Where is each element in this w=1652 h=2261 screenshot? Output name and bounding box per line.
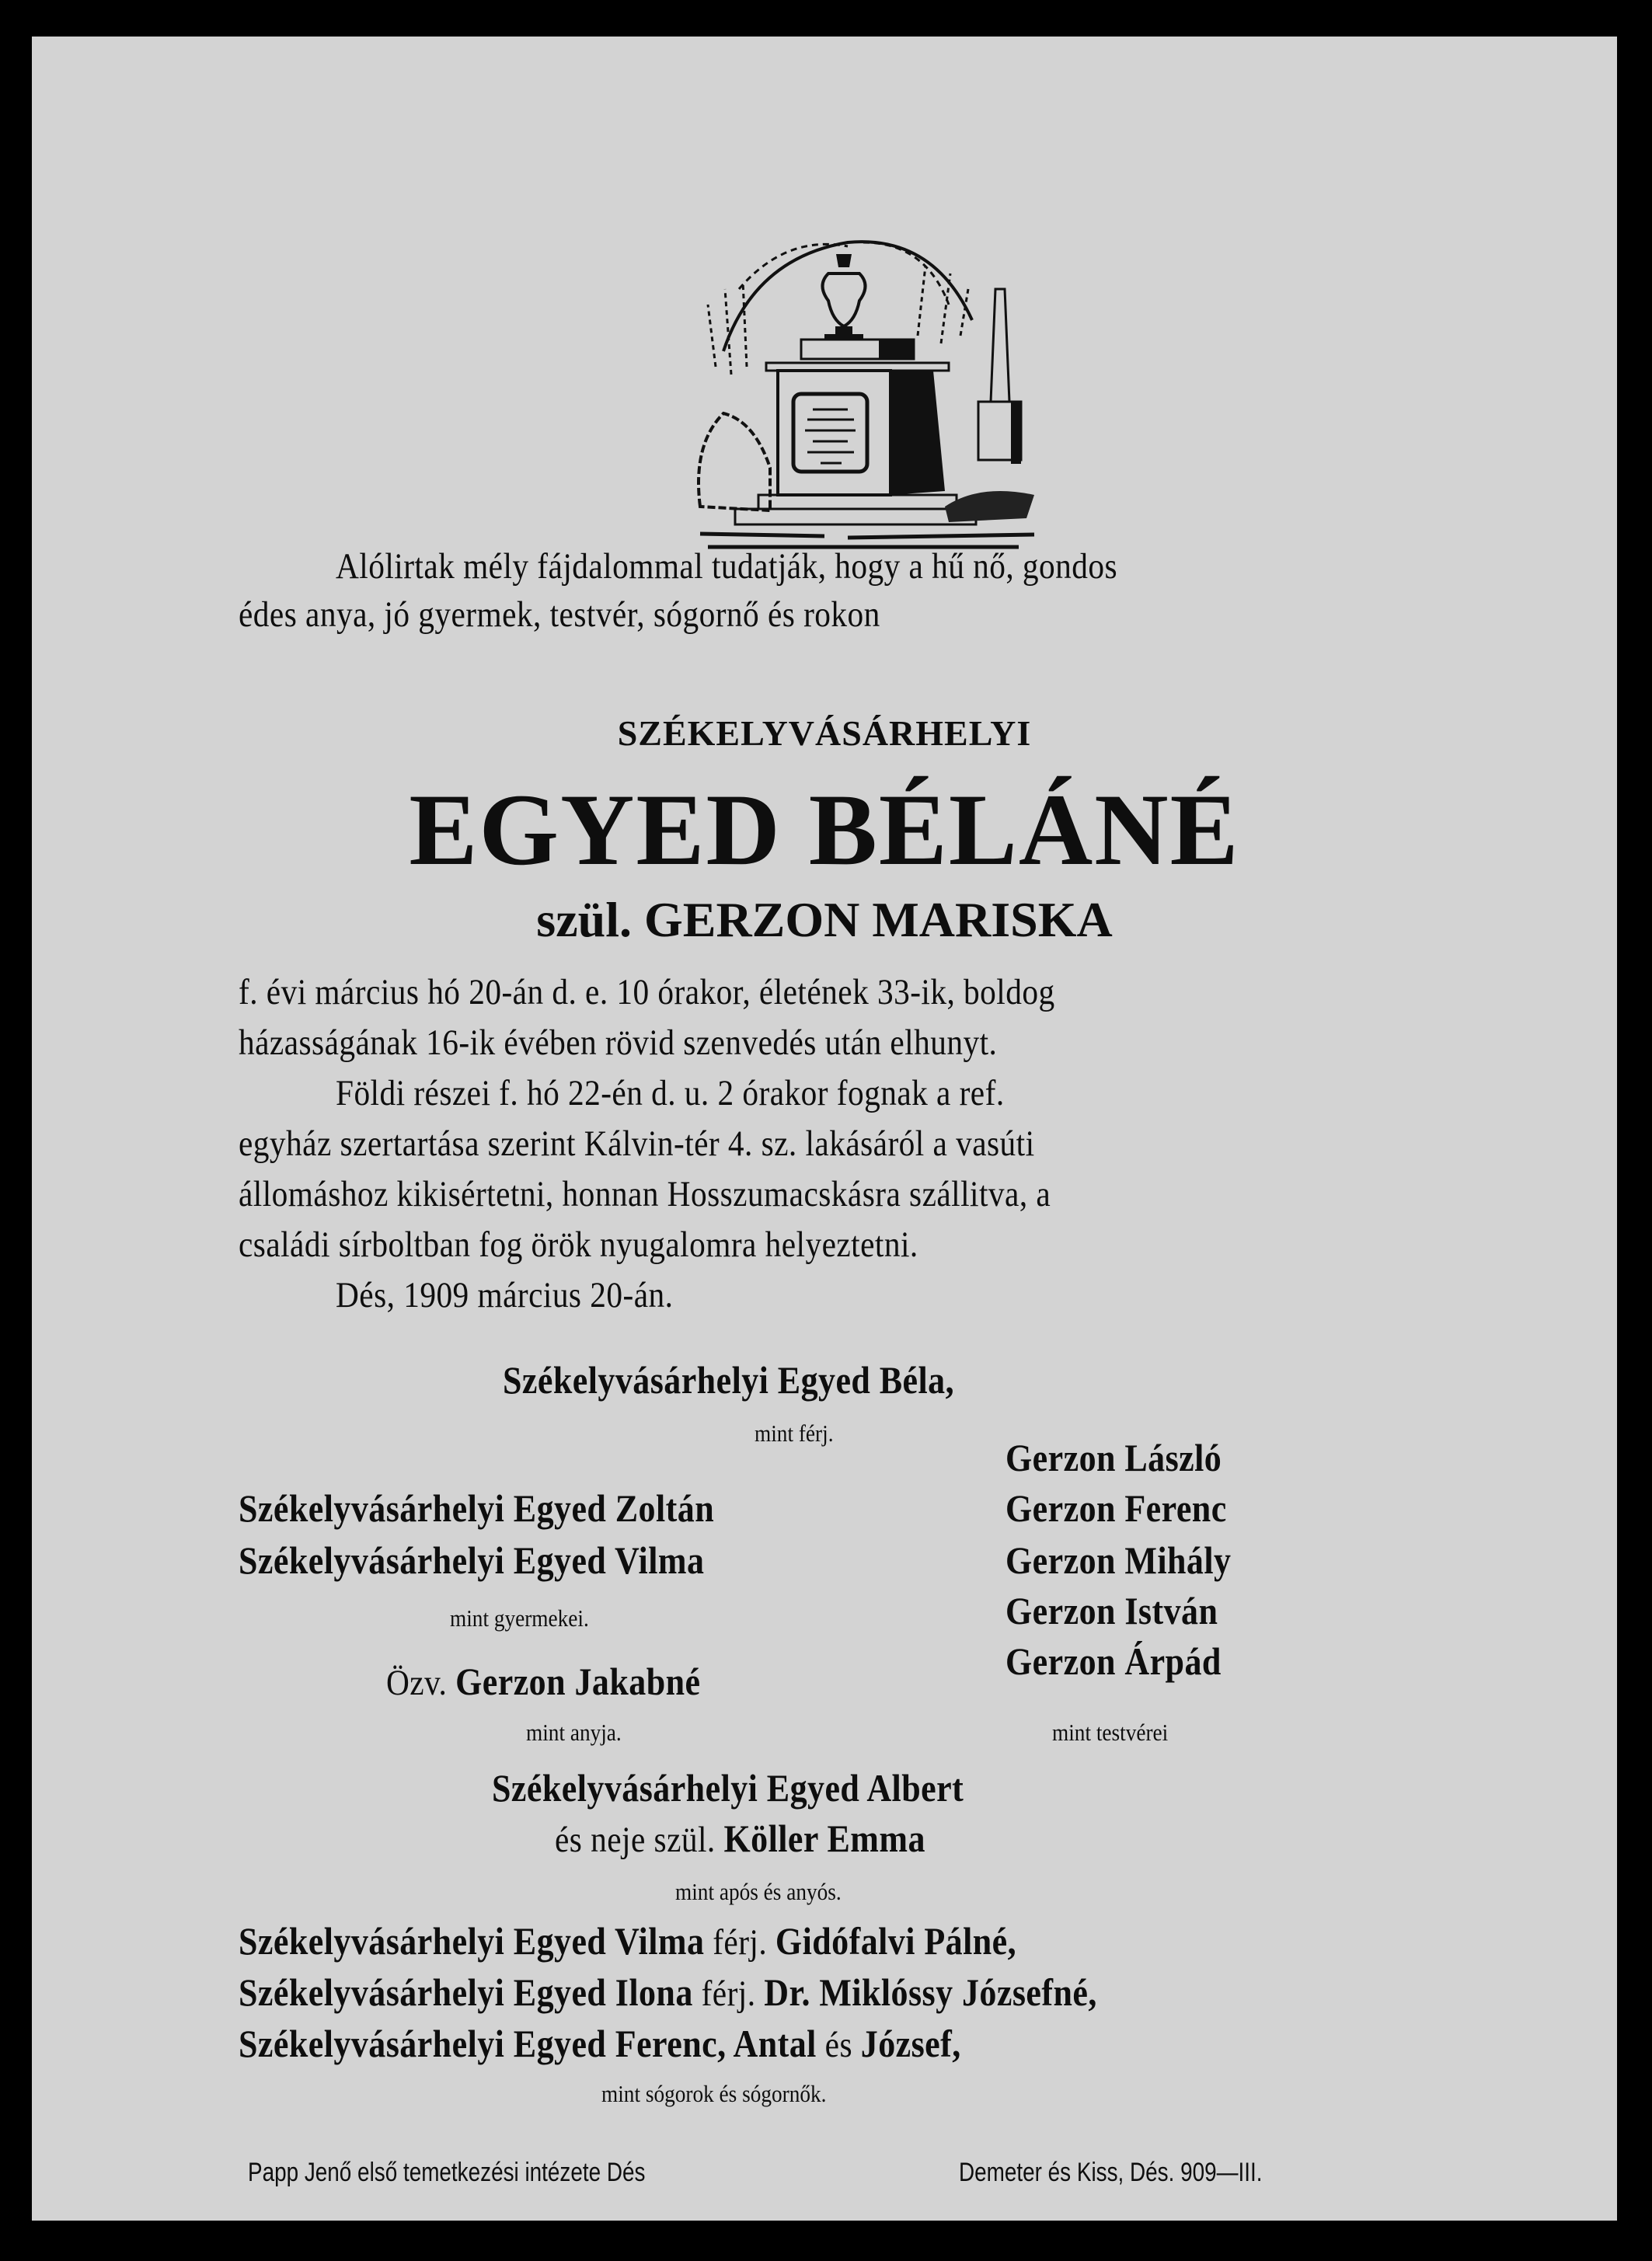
mother-in-law-name: Köller Emma: [723, 1817, 925, 1860]
sibling-in-law-1-sep: férj.: [713, 1922, 768, 1963]
sibling-in-law-1-a: Székelyvásárhelyi Egyed Vilma: [239, 1919, 705, 1963]
children-role: mint gyermekei.: [450, 1604, 589, 1632]
sibling-name-2: Gerzon Ferenc: [1005, 1486, 1227, 1530]
title-prefix: SZÉKELYVÁSÁRHELYI: [617, 713, 1032, 753]
sibling-in-law-2-a: Székelyvásárhelyi Egyed Ilona: [239, 1970, 693, 2014]
body-line-5: állomáshoz kikisértetni, honnan Hosszumacskásra szállitva, a: [239, 1174, 1051, 1214]
sibling-in-law-2-b: Dr. Miklóssy Józsefné,: [764, 1970, 1097, 2014]
tomb-illustration-icon: [669, 211, 1058, 553]
mother-role: mint anyja.: [526, 1719, 622, 1746]
intro-line-2: édes anya, jó gyermek, testvér, sógornő és rokon: [239, 594, 880, 635]
sibling-in-law-3-sep: és: [824, 2025, 852, 2065]
sibling-name-3: Gerzon Mihály: [1005, 1538, 1232, 1582]
mother-in-law-prefix: és neje szül.: [555, 1820, 716, 1860]
footer-undertaker: Papp Jenő első temetkezési intézete Dés: [248, 2158, 646, 2187]
husband-role: mint férj.: [755, 1420, 834, 1447]
sibling-name-4: Gerzon István: [1005, 1589, 1218, 1632]
sibling-in-law-3-b: József,: [860, 2022, 961, 2065]
sibling-name-1: Gerzon László: [1005, 1436, 1222, 1479]
sibling-in-law-2-sep: férj.: [701, 1974, 756, 2014]
body-line-1: f. évi március hó 20-án d. e. 10 órakor, életének 33-ik, boldog: [239, 972, 1055, 1012]
footer-printer: Demeter és Kiss, Dés. 909—III.: [959, 2158, 1263, 2187]
child-name-1: Székelyvásárhelyi Egyed Zoltán: [239, 1486, 715, 1530]
intro-line-1: Alólirtak mély fájdalommal tudatják, hogy a hű nő, gondos: [336, 546, 1118, 587]
body-line-3: Földi részei f. hó 22-én d. u. 2 órakor fognak a ref.: [336, 1073, 1005, 1113]
sibling-name-5: Gerzon Árpád: [1005, 1639, 1222, 1683]
obituary-page: [32, 37, 1617, 2221]
sibling-in-law-1-b: Gidófalvi Pálné,: [775, 1919, 1017, 1963]
mother-in-law-line: [555, 1816, 925, 1861]
maiden-name: szül. GERZON MARISKA: [536, 892, 1113, 947]
sibling-in-law-line-2: [239, 1970, 1097, 2015]
father-in-law-name: Székelyvásárhelyi Egyed Albert: [492, 1766, 964, 1810]
deceased-name: EGYED BÉLÁNÉ: [409, 772, 1240, 887]
siblings-in-law-role: mint sógorok és sógornők.: [601, 2080, 827, 2107]
mother-name: Gerzon Jakabné: [455, 1660, 701, 1703]
body-line-2: házasságának 16-ik évében rövid szenvedés után elhunyt.: [239, 1023, 998, 1063]
body-line-4: egyház szertartása szerint Kálvin-tér 4. sz. lakásáról a vasúti: [239, 1124, 1035, 1164]
husband-name: Székelyvásárhelyi Egyed Béla,: [503, 1358, 955, 1402]
mother-line: [386, 1659, 701, 1704]
in-laws-role: mint após és anyós.: [675, 1878, 842, 1905]
sibling-in-law-3-a: Székelyvásárhelyi Egyed Ferenc, Antal: [239, 2022, 817, 2065]
mother-prefix: Özv.: [386, 1663, 448, 1703]
siblings-role: mint testvérei: [1052, 1719, 1169, 1746]
body-line-6: családi sírboltban fog örök nyugalomra helyeztetni.: [239, 1225, 918, 1265]
child-name-2: Székelyvásárhelyi Egyed Vilma: [239, 1538, 705, 1582]
sibling-in-law-line-1: [239, 1918, 1016, 1963]
sibling-in-law-line-3: [239, 2021, 961, 2066]
dateline: Dés, 1909 március 20-án.: [336, 1275, 674, 1315]
